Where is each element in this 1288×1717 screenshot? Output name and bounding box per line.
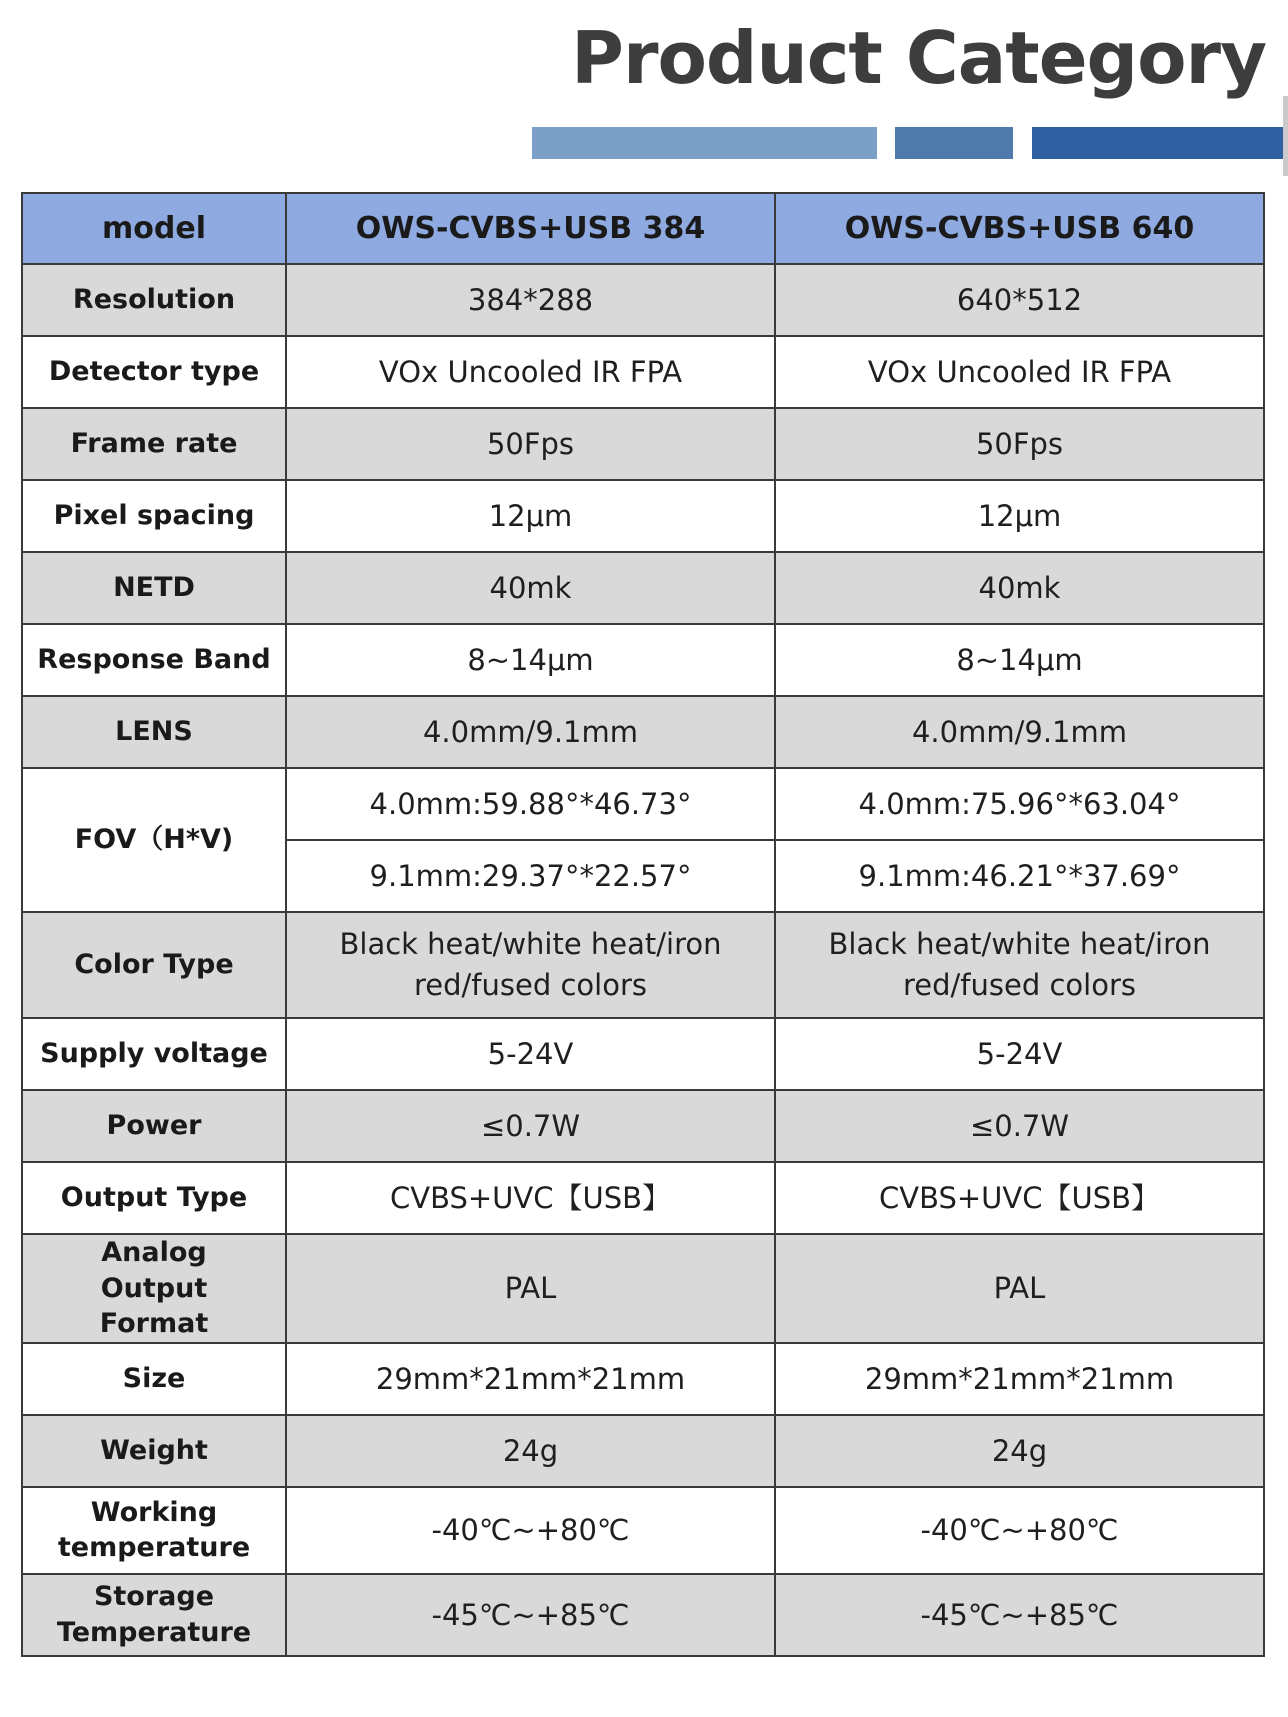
row-value-384: 4.0mm:59.88°*46.73°	[286, 768, 775, 840]
row-value-640: 50Fps	[775, 408, 1264, 480]
table-row	[22, 1162, 1264, 1234]
table-row	[22, 696, 1264, 768]
table-row	[22, 624, 1264, 696]
table-row	[22, 336, 1264, 408]
row-label: Pixel spacing	[22, 480, 286, 552]
row-label: Working temperature	[22, 1487, 286, 1574]
row-value-384: 40mk	[286, 552, 775, 624]
table-row	[22, 1343, 1264, 1415]
row-label: Resolution	[22, 264, 286, 336]
row-value-640: 4.0mm/9.1mm	[775, 696, 1264, 768]
row-label: Output Type	[22, 1162, 286, 1234]
row-value-640: -40℃~+80℃	[775, 1487, 1264, 1574]
row-value-640: 29mm*21mm*21mm	[775, 1343, 1264, 1415]
row-value-640: 8~14μm	[775, 624, 1264, 696]
table-row	[22, 912, 1264, 1018]
table-row	[22, 768, 1264, 840]
row-value-640: ≤0.7W	[775, 1090, 1264, 1162]
row-value-640: 4.0mm:75.96°*63.04°	[775, 768, 1264, 840]
spec-table	[21, 192, 1265, 1657]
header-model-384: OWS-CVBS+USB 384	[286, 193, 775, 264]
decorative-bar-dark	[1032, 127, 1288, 159]
header-model-640: OWS-CVBS+USB 640	[775, 193, 1264, 264]
row-label: Power	[22, 1090, 286, 1162]
row-value-640: 640*512	[775, 264, 1264, 336]
row-label: Frame rate	[22, 408, 286, 480]
row-value-384: Black heat/white heat/iron red/fused colors	[286, 912, 775, 1018]
row-value-640: PAL	[775, 1234, 1264, 1343]
row-value-640: VOx Uncooled IR FPA	[775, 336, 1264, 408]
table-row	[22, 1415, 1264, 1487]
row-value-384: -45℃~+85℃	[286, 1574, 775, 1656]
row-label: Supply voltage	[22, 1018, 286, 1090]
table-row	[22, 1090, 1264, 1162]
row-value-384: ≤0.7W	[286, 1090, 775, 1162]
row-value-384: -40℃~+80℃	[286, 1487, 775, 1574]
row-value-384: 24g	[286, 1415, 775, 1487]
row-value-640: 24g	[775, 1415, 1264, 1487]
row-value-640: -45℃~+85℃	[775, 1574, 1264, 1656]
row-value-384: CVBS+UVC【USB】	[286, 1162, 775, 1234]
row-label: Weight	[22, 1415, 286, 1487]
row-label: FOV（H*V)	[22, 768, 286, 912]
table-header-row	[22, 193, 1264, 264]
row-label: Analog Output Format	[22, 1234, 286, 1343]
row-label: Size	[22, 1343, 286, 1415]
table-row	[22, 1487, 1264, 1574]
row-label: Detector type	[22, 336, 286, 408]
decorative-bar-medium	[895, 127, 1013, 159]
header-model-label: model	[22, 193, 286, 264]
row-label: NETD	[22, 552, 286, 624]
table-row	[22, 1574, 1264, 1656]
row-value-640: 40mk	[775, 552, 1264, 624]
row-value-640: 9.1mm:46.21°*37.69°	[775, 840, 1264, 912]
table-row	[22, 408, 1264, 480]
table-row	[22, 1018, 1264, 1090]
row-label: LENS	[22, 696, 286, 768]
row-label: Storage Temperature	[22, 1574, 286, 1656]
row-value-384: 29mm*21mm*21mm	[286, 1343, 775, 1415]
row-value-640: 12μm	[775, 480, 1264, 552]
row-value-384: 9.1mm:29.37°*22.57°	[286, 840, 775, 912]
table-row	[22, 552, 1264, 624]
row-value-384: 5-24V	[286, 1018, 775, 1090]
decorative-bar-light	[532, 127, 877, 159]
row-label: Response Band	[22, 624, 286, 696]
page-title: Product Category	[571, 16, 1266, 100]
row-value-384: 12μm	[286, 480, 775, 552]
row-value-384: VOx Uncooled IR FPA	[286, 336, 775, 408]
row-value-640: Black heat/white heat/iron red/fused colors	[775, 912, 1264, 1018]
row-value-384: 8~14μm	[286, 624, 775, 696]
table-row	[22, 480, 1264, 552]
table-row	[22, 1234, 1264, 1343]
row-value-384: PAL	[286, 1234, 775, 1343]
decorative-edge	[1283, 96, 1288, 176]
row-value-384: 50Fps	[286, 408, 775, 480]
row-value-640: 5-24V	[775, 1018, 1264, 1090]
row-label: Color Type	[22, 912, 286, 1018]
row-value-640: CVBS+UVC【USB】	[775, 1162, 1264, 1234]
row-value-384: 384*288	[286, 264, 775, 336]
table-row	[22, 264, 1264, 336]
row-value-384: 4.0mm/9.1mm	[286, 696, 775, 768]
